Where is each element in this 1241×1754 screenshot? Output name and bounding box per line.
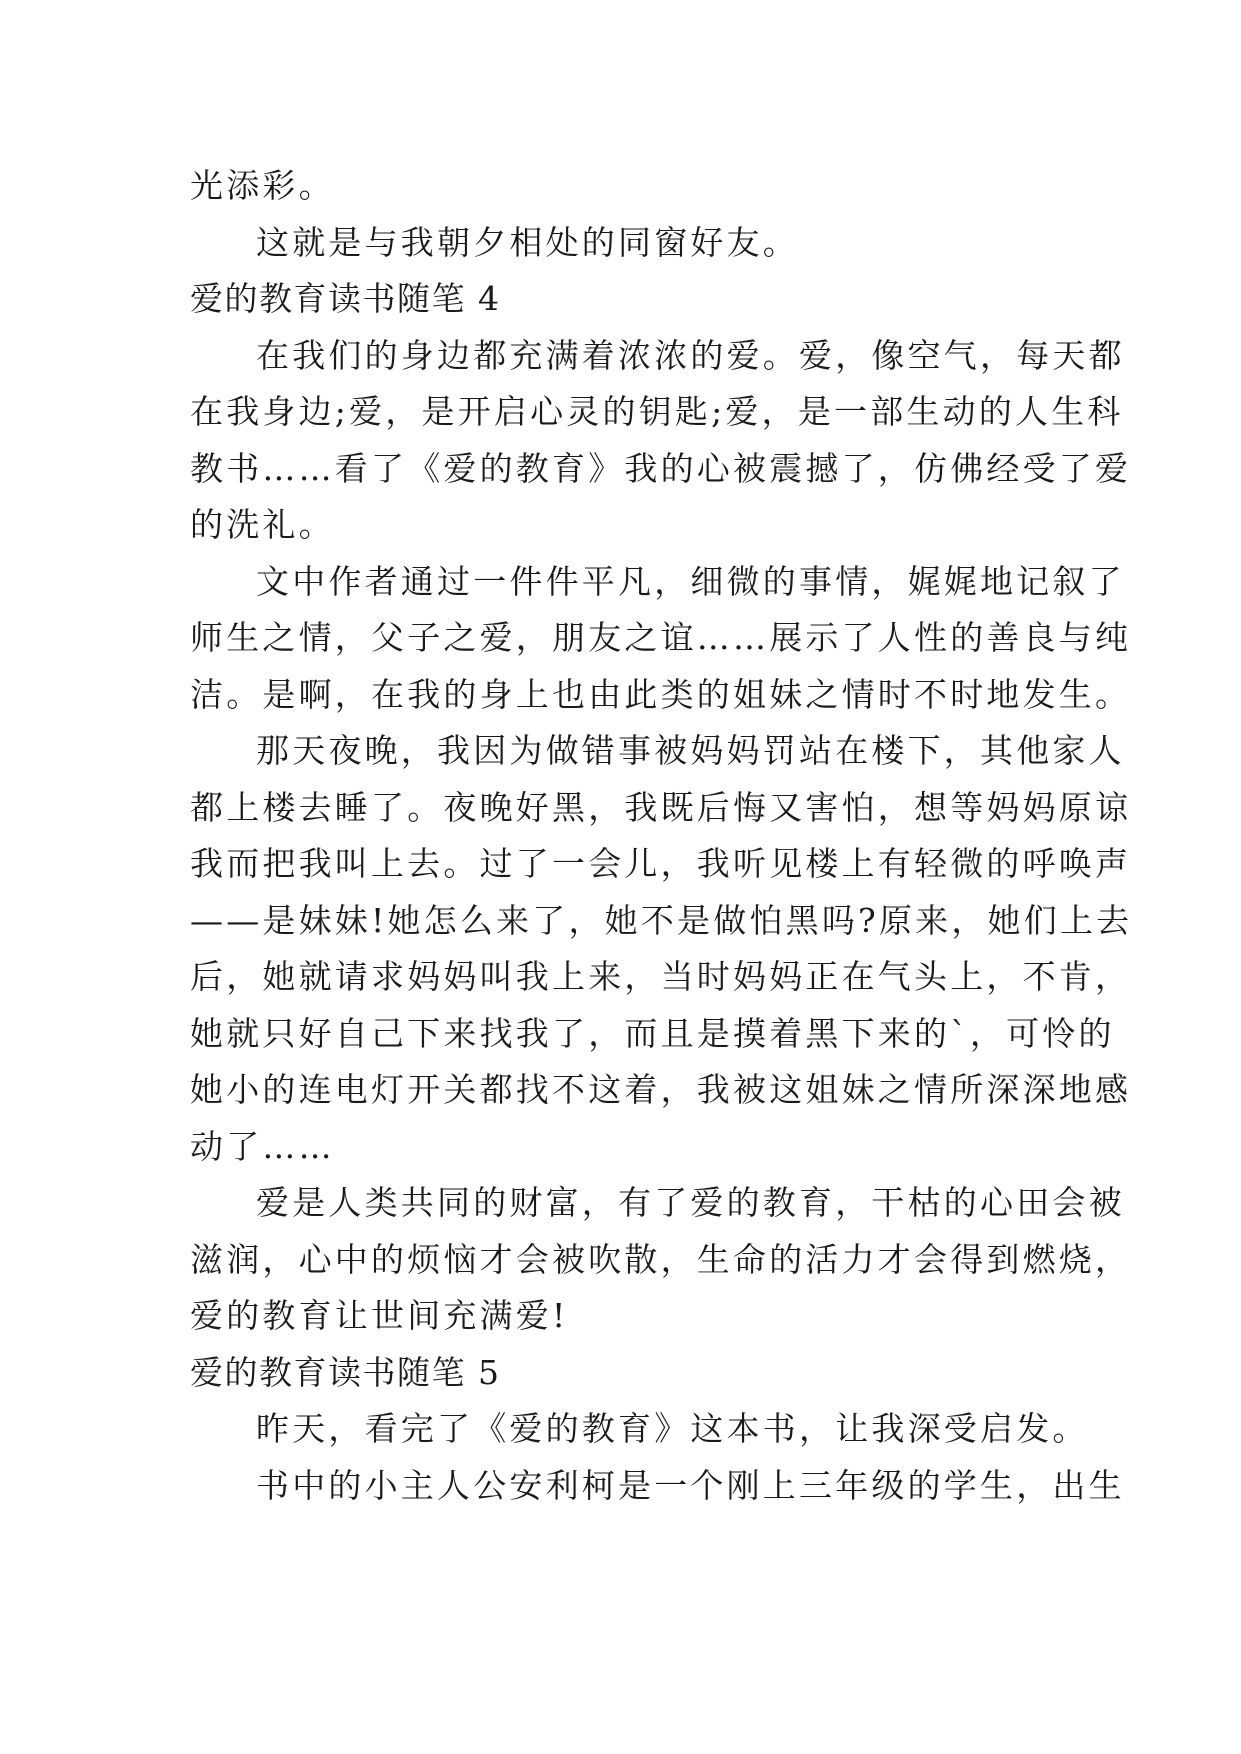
text-line: 这就是与我朝夕相处的同窗好友。 [256,222,799,262]
text-line: 她小的连电灯开关都找不这着，我被这姐妹之情所深深地感 [190,1070,1132,1109]
text-line: 昨天，看完了《爱的教育》这本书，让我深受启发。 [256,1409,1089,1448]
text-line: 书中的小主人公安利柯是一个刚上三年级的学生，出生 [256,1465,1125,1505]
document-body [190,158,1133,1514]
text-line: 滋润，心中的烦恼才会被吹散，生命的活力才会得到燃烧， [190,1239,1132,1279]
text-line: 爱的教育让世间充满爱! [190,1296,569,1335]
text-line: 在我们的身边都充满着浓浓的爱。爱，像空气，每天都 [256,335,1125,375]
text-line: 的洗礼。 [190,505,335,544]
text-line: 光添彩。 [190,166,335,205]
text-line: 那天夜晚，我因为做错事被妈妈罚站在楼下，其他家人 [256,731,1125,770]
text-line: 爱是人类共同的财富，有了爱的教育，干枯的心田会被 [256,1183,1125,1222]
text-line: 教书……看了《爱的教育》我的心被震撼了，仿佛经受了爱 [190,448,1132,488]
text-line: 师生之情，父子之爱，朋友之谊……展示了人性的善良与纯 [190,618,1132,657]
text-line: 洁。是啊，在我的身上也由此类的姐妹之情时不时地发生。 [190,674,1132,714]
section-heading: 爱的教育读书随笔 4 [190,279,501,318]
text-line: 在我身边;爱，是开启心灵的钥匙;爱，是一部生动的人生科 [190,392,1124,431]
text-line: 都上楼去睡了。夜晚好黑，我既后悔又害怕，想等妈妈原谅 [190,787,1132,827]
text-line: 文中作者通过一件件平凡，细微的事情，娓娓地记叙了 [256,561,1125,601]
text-line: 后，她就请求妈妈叫我上来，当时妈妈正在气头上，不肯， [190,957,1132,996]
text-line: ——是妹妹!她怎么来了，她不是做怕黑吗?原来，她们上去 [190,900,1133,940]
text-line: 动了…… [190,1126,335,1166]
section-heading: 爱的教育读书随笔 5 [190,1352,501,1392]
text-line: 她就只好自己下来找我了，而且是摸着黑下来的`，可怜的 [190,1013,1115,1053]
text-line: 我而把我叫上去。过了一会儿，我听见楼上有轻微的呼唤声 [190,844,1132,883]
